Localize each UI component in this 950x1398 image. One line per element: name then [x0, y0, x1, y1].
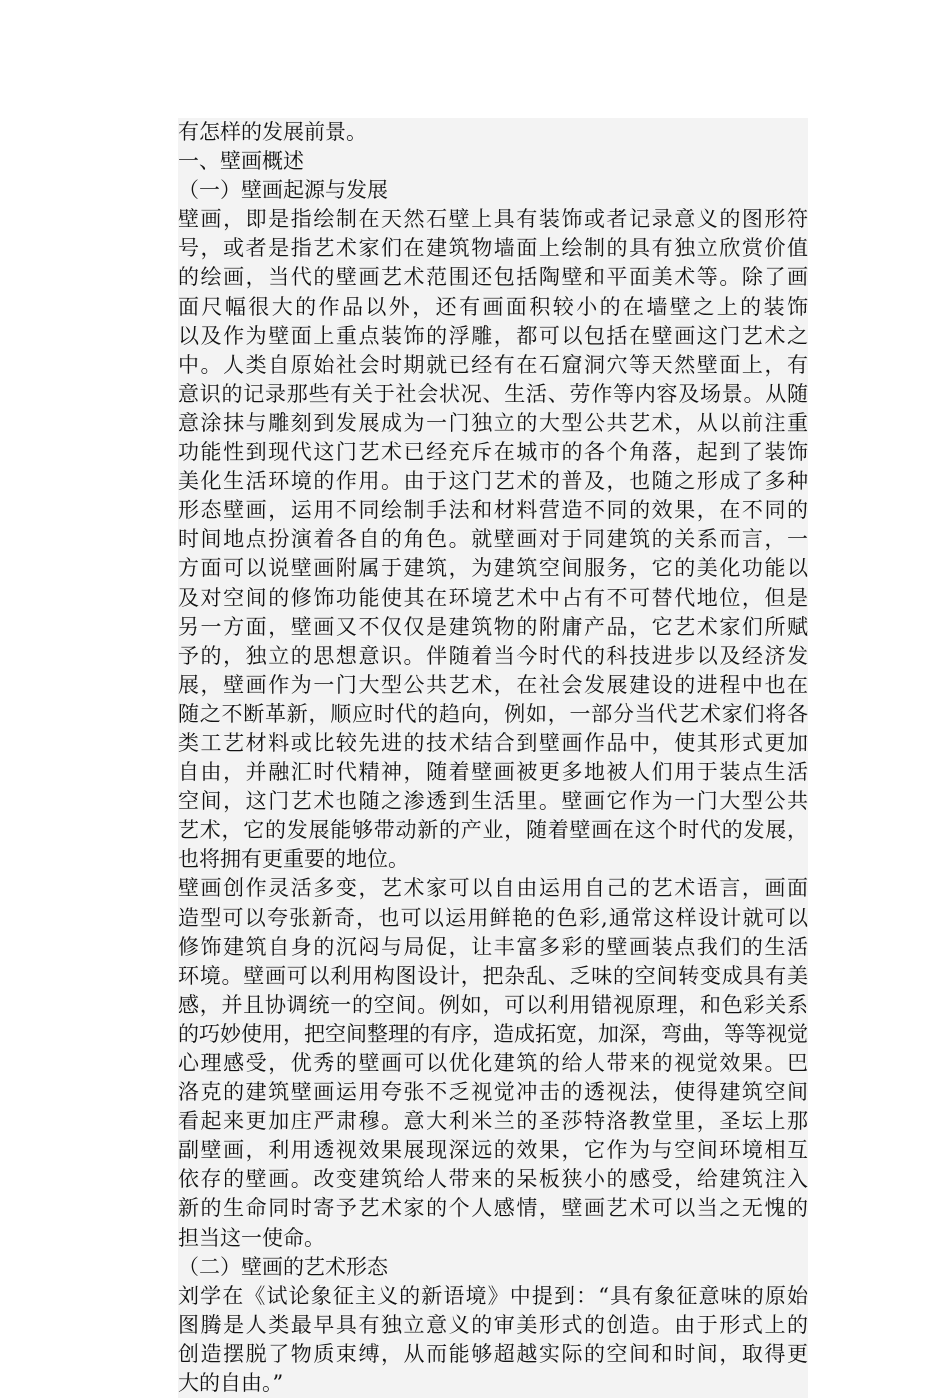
- text-line: 号，或者是指艺术家们在建筑物墙面上绘制的具有独立欣赏价值: [178, 234, 808, 263]
- text-line: 图腾是人类最早具有独立意义的审美形式的创造。由于形式上的: [178, 1311, 808, 1340]
- text-line: 刘学在《试论象征主义的新语境》中提到：“具有象征意味的原始: [178, 1282, 808, 1311]
- text-line: 艺术，它的发展能够带动新的产业，随着壁画在这个时代的发展，: [178, 816, 808, 845]
- text-line: 以及作为壁面上重点装饰的浮雕，都可以包括在壁画这门艺术之: [178, 322, 808, 351]
- text-line: 环境。壁画可以利用构图设计，把杂乱、乏味的空间转变成具有美: [178, 962, 808, 991]
- text-line: 面尺幅很大的作品以外，还有画面积较小的在墙壁之上的装饰: [178, 293, 808, 322]
- text-line: 新的生命同时寄予艺术家的个人感情，壁画艺术可以当之无愧的: [178, 1194, 808, 1223]
- text-line: 的巧妙使用，把空间整理的有序，造成拓宽，加深，弯曲，等等视觉: [178, 1020, 808, 1049]
- text-line: 也将拥有更重要的地位。: [178, 845, 808, 874]
- text-line: 功能性到现代这门艺术已经充斥在城市的各个角落，起到了装饰: [178, 438, 808, 467]
- text-line: 及对空间的修饰功能使其在环境艺术中占有不可替代地位，但是: [178, 584, 808, 613]
- text-line: 意识的记录那些有关于社会状况、生活、劳作等内容及场景。从随: [178, 380, 808, 409]
- text-line: 洛克的建筑壁画运用夸张不乏视觉冲击的透视法，使得建筑空间: [178, 1078, 808, 1107]
- text-line: 感，并且协调统一的空间。例如，可以利用错视原理，和色彩关系: [178, 991, 808, 1020]
- text-line: 时间地点扮演着各自的角色。就壁画对于同建筑的关系而言，一: [178, 525, 808, 554]
- text-line: 依存的壁画。改变建筑给人带来的呆板狭小的感受，给建筑注入: [178, 1165, 808, 1194]
- text-line: 的绘画，当代的壁画艺术范围还包括陶壁和平面美术等。除了画: [178, 263, 808, 292]
- text-line: 类工艺材料或比较先进的技术结合到壁画作品中，使其形式更加: [178, 729, 808, 758]
- document-page: [178, 118, 808, 1398]
- text-line: （一）壁画起源与发展: [178, 176, 808, 205]
- text-line: 有怎样的发展前景。: [178, 118, 808, 147]
- text-line: 副壁画，利用透视效果展现深远的效果，它作为与空间环境相互: [178, 1136, 808, 1165]
- text-line: 修饰建筑自身的沉闷与局促，让丰富多彩的壁画装点我们的生活: [178, 933, 808, 962]
- text-line: （二）壁画的艺术形态: [178, 1253, 808, 1282]
- text-line: 壁画创作灵活多变，艺术家可以自由运用自己的艺术语言，画面: [178, 874, 808, 903]
- text-line: 形态壁画，运用不同绘制手法和材料营造不同的效果，在不同的: [178, 496, 808, 525]
- text-line: 看起来更加庄严肃穆。意大利米兰的圣莎特洛教堂里，圣坛上那: [178, 1107, 808, 1136]
- text-line: 造型可以夸张新奇，也可以运用鲜艳的色彩,通常这样设计就可以: [178, 904, 808, 933]
- text-line: 意涂抹与雕刻到发展成为一门独立的大型公共艺术，从以前注重: [178, 409, 808, 438]
- text-line: 心理感受，优秀的壁画可以优化建筑的给人带来的视觉效果。巴: [178, 1049, 808, 1078]
- text-line: 展，壁画作为一门大型公共艺术，在社会发展建设的进程中也在: [178, 671, 808, 700]
- text-line: 创造摆脱了物质束缚，从而能够超越实际的空间和时间，取得更: [178, 1340, 808, 1369]
- text-line: 自由，并融汇时代精神，随着壁画被更多地被人们用于装点生活: [178, 758, 808, 787]
- text-line: 另一方面，壁画又不仅仅是建筑物的附庸产品，它艺术家们所赋: [178, 613, 808, 642]
- text-line: 壁画，即是指绘制在天然石壁上具有装饰或者记录意义的图形符: [178, 205, 808, 234]
- text-line: 方面可以说壁画附属于建筑，为建筑空间服务，它的美化功能以: [178, 554, 808, 583]
- text-line: 美化生活环境的作用。由于这门艺术的普及，也随之形成了多种: [178, 467, 808, 496]
- text-line: 予的，独立的思想意识。伴随着当今时代的科技进步以及经济发: [178, 642, 808, 671]
- text-line: 大的自由。”: [178, 1369, 808, 1398]
- text-line: 中。人类自原始社会时期就已经有在石窟洞穴等天然壁面上，有: [178, 351, 808, 380]
- text-line: 空间，这门艺术也随之渗透到生活里。壁画它作为一门大型公共: [178, 787, 808, 816]
- text-line: 一、壁画概述: [178, 147, 808, 176]
- text-line: 随之不断革新，顺应时代的趋向，例如，一部分当代艺术家们将各: [178, 700, 808, 729]
- text-line: 担当这一使命。: [178, 1224, 808, 1253]
